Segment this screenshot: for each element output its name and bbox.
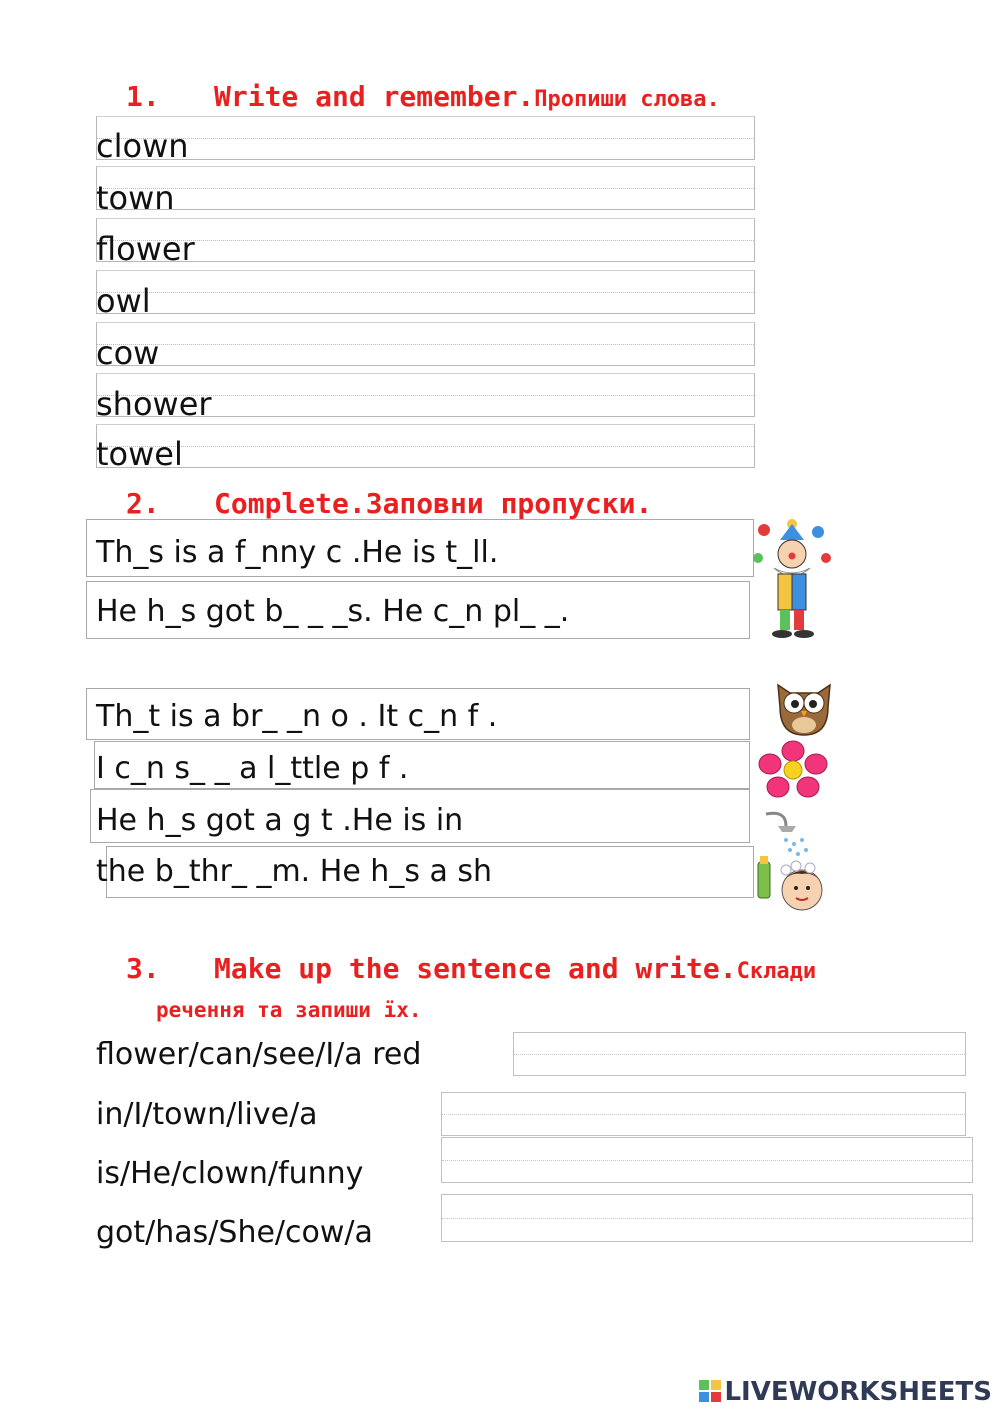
flower-icon (756, 740, 830, 798)
liveworksheets-mark-icon (698, 1379, 722, 1403)
answer-field[interactable] (513, 1032, 966, 1076)
section-2-heading (126, 487, 652, 520)
fill-gap-sentence[interactable]: He h_s got a g t .He is in (96, 803, 464, 838)
section-number: 1. (126, 80, 160, 113)
word-label: clown (96, 127, 189, 165)
section-3-heading (126, 952, 816, 985)
writing-line[interactable] (96, 116, 755, 165)
fill-gap-sentence[interactable]: I c_n s_ _ a l_ttle p f . (96, 751, 409, 786)
brand-name: LIVEWORKSHEETS (724, 1377, 992, 1407)
section-title: Write and remember. (214, 80, 535, 113)
section-subtitle: Заповни пропуски. (365, 487, 653, 520)
shower-icon (756, 810, 836, 922)
answer-field[interactable] (441, 1194, 973, 1242)
scrambled-prompt: in/I/town/live/a (96, 1097, 318, 1132)
scrambled-prompt: is/He/clown/funny (96, 1156, 364, 1191)
fill-gap-sentence[interactable]: Th_t is a br_ _n o . It c_n f . (96, 699, 498, 734)
writing-line[interactable] (96, 270, 755, 314)
owl-icon (772, 677, 836, 739)
section-title: Complete. (214, 487, 366, 520)
section-subtitle: Склади (736, 959, 817, 984)
word-label: town (96, 179, 175, 217)
clown-icon (752, 518, 832, 640)
writing-line[interactable] (96, 166, 755, 210)
writing-line[interactable] (96, 322, 755, 366)
section-subtitle: Пропиши слова. (534, 87, 720, 112)
section-number: 2. (126, 487, 160, 520)
word-label: flower (96, 230, 195, 268)
word-label: cow (96, 334, 160, 372)
answer-field[interactable] (441, 1092, 966, 1136)
scrambled-prompt: flower/can/see/I/a red (96, 1037, 422, 1072)
liveworksheets-logo (698, 1377, 992, 1407)
word-label: owl (96, 282, 151, 320)
section-subtitle-continued: речення та запиши їх. (156, 998, 422, 1022)
fill-gap-sentence[interactable]: Th_s is a f_nny c .He is t_ll. (96, 535, 499, 570)
answer-field[interactable] (441, 1137, 973, 1183)
fill-gap-sentence[interactable]: He h_s got b_ _ _s. He c_n pl_ _. (96, 594, 570, 629)
section-number: 3. (126, 952, 160, 985)
word-label: towel (96, 435, 183, 473)
section-title: Make up the sentence and write. (214, 952, 737, 985)
section-1-heading (126, 80, 720, 113)
word-label: shower (96, 385, 212, 423)
writing-line[interactable] (96, 424, 755, 473)
fill-gap-sentence[interactable]: the b_thr_ _m. He h_s a sh (96, 854, 493, 889)
scrambled-prompt: got/has/She/cow/a (96, 1215, 373, 1250)
